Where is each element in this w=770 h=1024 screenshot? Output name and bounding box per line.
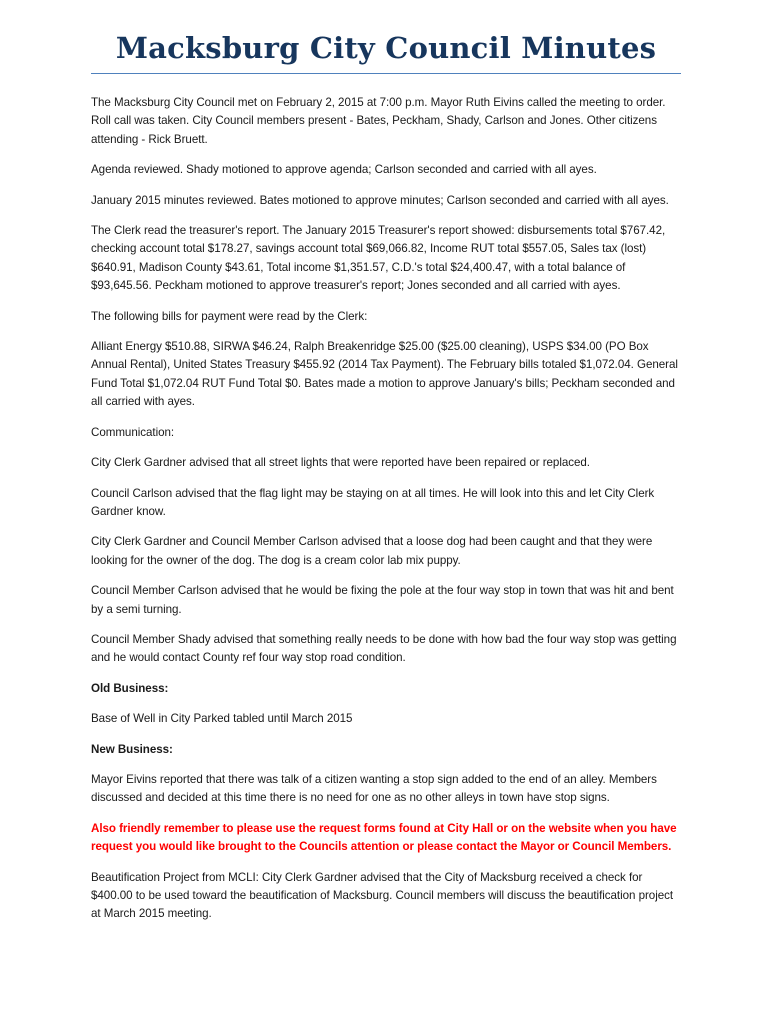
paragraph-stop-pole: Council Member Carlson advised that he would be fixing the pole at the four way stop in town that was hit and bent by a semi turning. xyxy=(91,584,674,616)
document-title: Macksburg City Council Minutes xyxy=(115,31,657,65)
paragraph-base-of-well: Base of Well in City Parked tabled until March 2015 xyxy=(91,712,353,726)
paragraph-street-lights: City Clerk Gardner advised that all street lights that were reported have been repaired or replaced. xyxy=(91,456,590,470)
section-heading-new-business: New Business: xyxy=(91,742,173,756)
title-divider xyxy=(91,73,681,74)
paragraph-loose-dog: City Clerk Gardner and Council Member Carlson advised that a loose dog had been caught and that they were looking for the owner of the dog. The dog is a cream color lab mix puppy. xyxy=(91,535,653,567)
paragraph-minutes: January 2015 minutes reviewed. Bates motioned to approve minutes; Carlson seconded and carried with all ayes. xyxy=(91,193,669,207)
paragraph-flag-light: Council Carlson advised that the flag light may be staying on at all times. He will look into this and let City Clerk Gardner know. xyxy=(91,486,655,518)
paragraph-stop-sign: Mayor Eivins reported that there was talk of a citizen wanting a stop sign added to the end of an alley. Members discussed and decided at this time there is no need for one as no other alleys in town have stop signs. xyxy=(91,772,657,805)
section-heading-old-business: Old Business: xyxy=(91,681,169,695)
paragraph-four-way-stop: Council Member Shady advised that something really needs to be done with how bad the four way stop was getting and he would contact County ref four way stop road condition. xyxy=(91,632,677,665)
section-heading-communication: Communication: xyxy=(91,425,175,439)
paragraph-agenda: Agenda reviewed. Shady motioned to approve agenda; Carlson seconded and carried with all ayes. xyxy=(91,163,597,177)
paragraph-treasurer-report: The Clerk read the treasurer's report. The January 2015 Treasurer's report showed: disbursements total $767.42, checking account total $178.27, savings account total $69,066.82, Income RUT total $557.05, Sales tax (lost) $640.91, Madison County $43.61, Total income $1,351.57, C.D.'s total $24,400.47, with a total balance of $93,645.56. Peckham motioned to approve treasurer's report; Jones seconded and all carried with ayes. xyxy=(91,224,666,293)
paragraph-bills-list: Alliant Energy $510.88, SIRWA $46.24, Ralph Breakenridge $25.00 ($25.00 cleaning), USPS $34.00 (PO Box Annual Rental), United States Treasury $455.92 (2014 Tax Payment). The February bills totaled $1,072.04. General Fund Total $1,072.04 RUT Fund Total $0. Bates made a motion to approve January's bills; Peckham seconded and all carried with ayes. xyxy=(91,340,678,409)
paragraph-call-to-order: The Macksburg City Council met on February 2, 2015 at 7:00 p.m. Mayor Ruth Eivins called the meeting to order. Roll call was taken. City Council members present - Bates, Peckham, Shady, Carlson and Jones. Other citizens attending - Rick Bruett. xyxy=(91,96,666,146)
paragraph-beautification: Beautification Project from MCLI: City Clerk Gardner advised that the City of Macksburg received a check for $400.00 to be used toward the beautification of Macksburg. Council members will discuss the beautification project at March 2015 meeting. xyxy=(91,870,674,921)
paragraph-bills-intro: The following bills for payment were read by the Clerk: xyxy=(91,309,368,323)
paragraph-request-forms-notice: Also friendly remember to please use the request forms found at City Hall or on the website when you have request you would like brought to the Councils attention or please contact the Mayor or Council Members. xyxy=(91,821,677,854)
document-page xyxy=(91,26,681,936)
